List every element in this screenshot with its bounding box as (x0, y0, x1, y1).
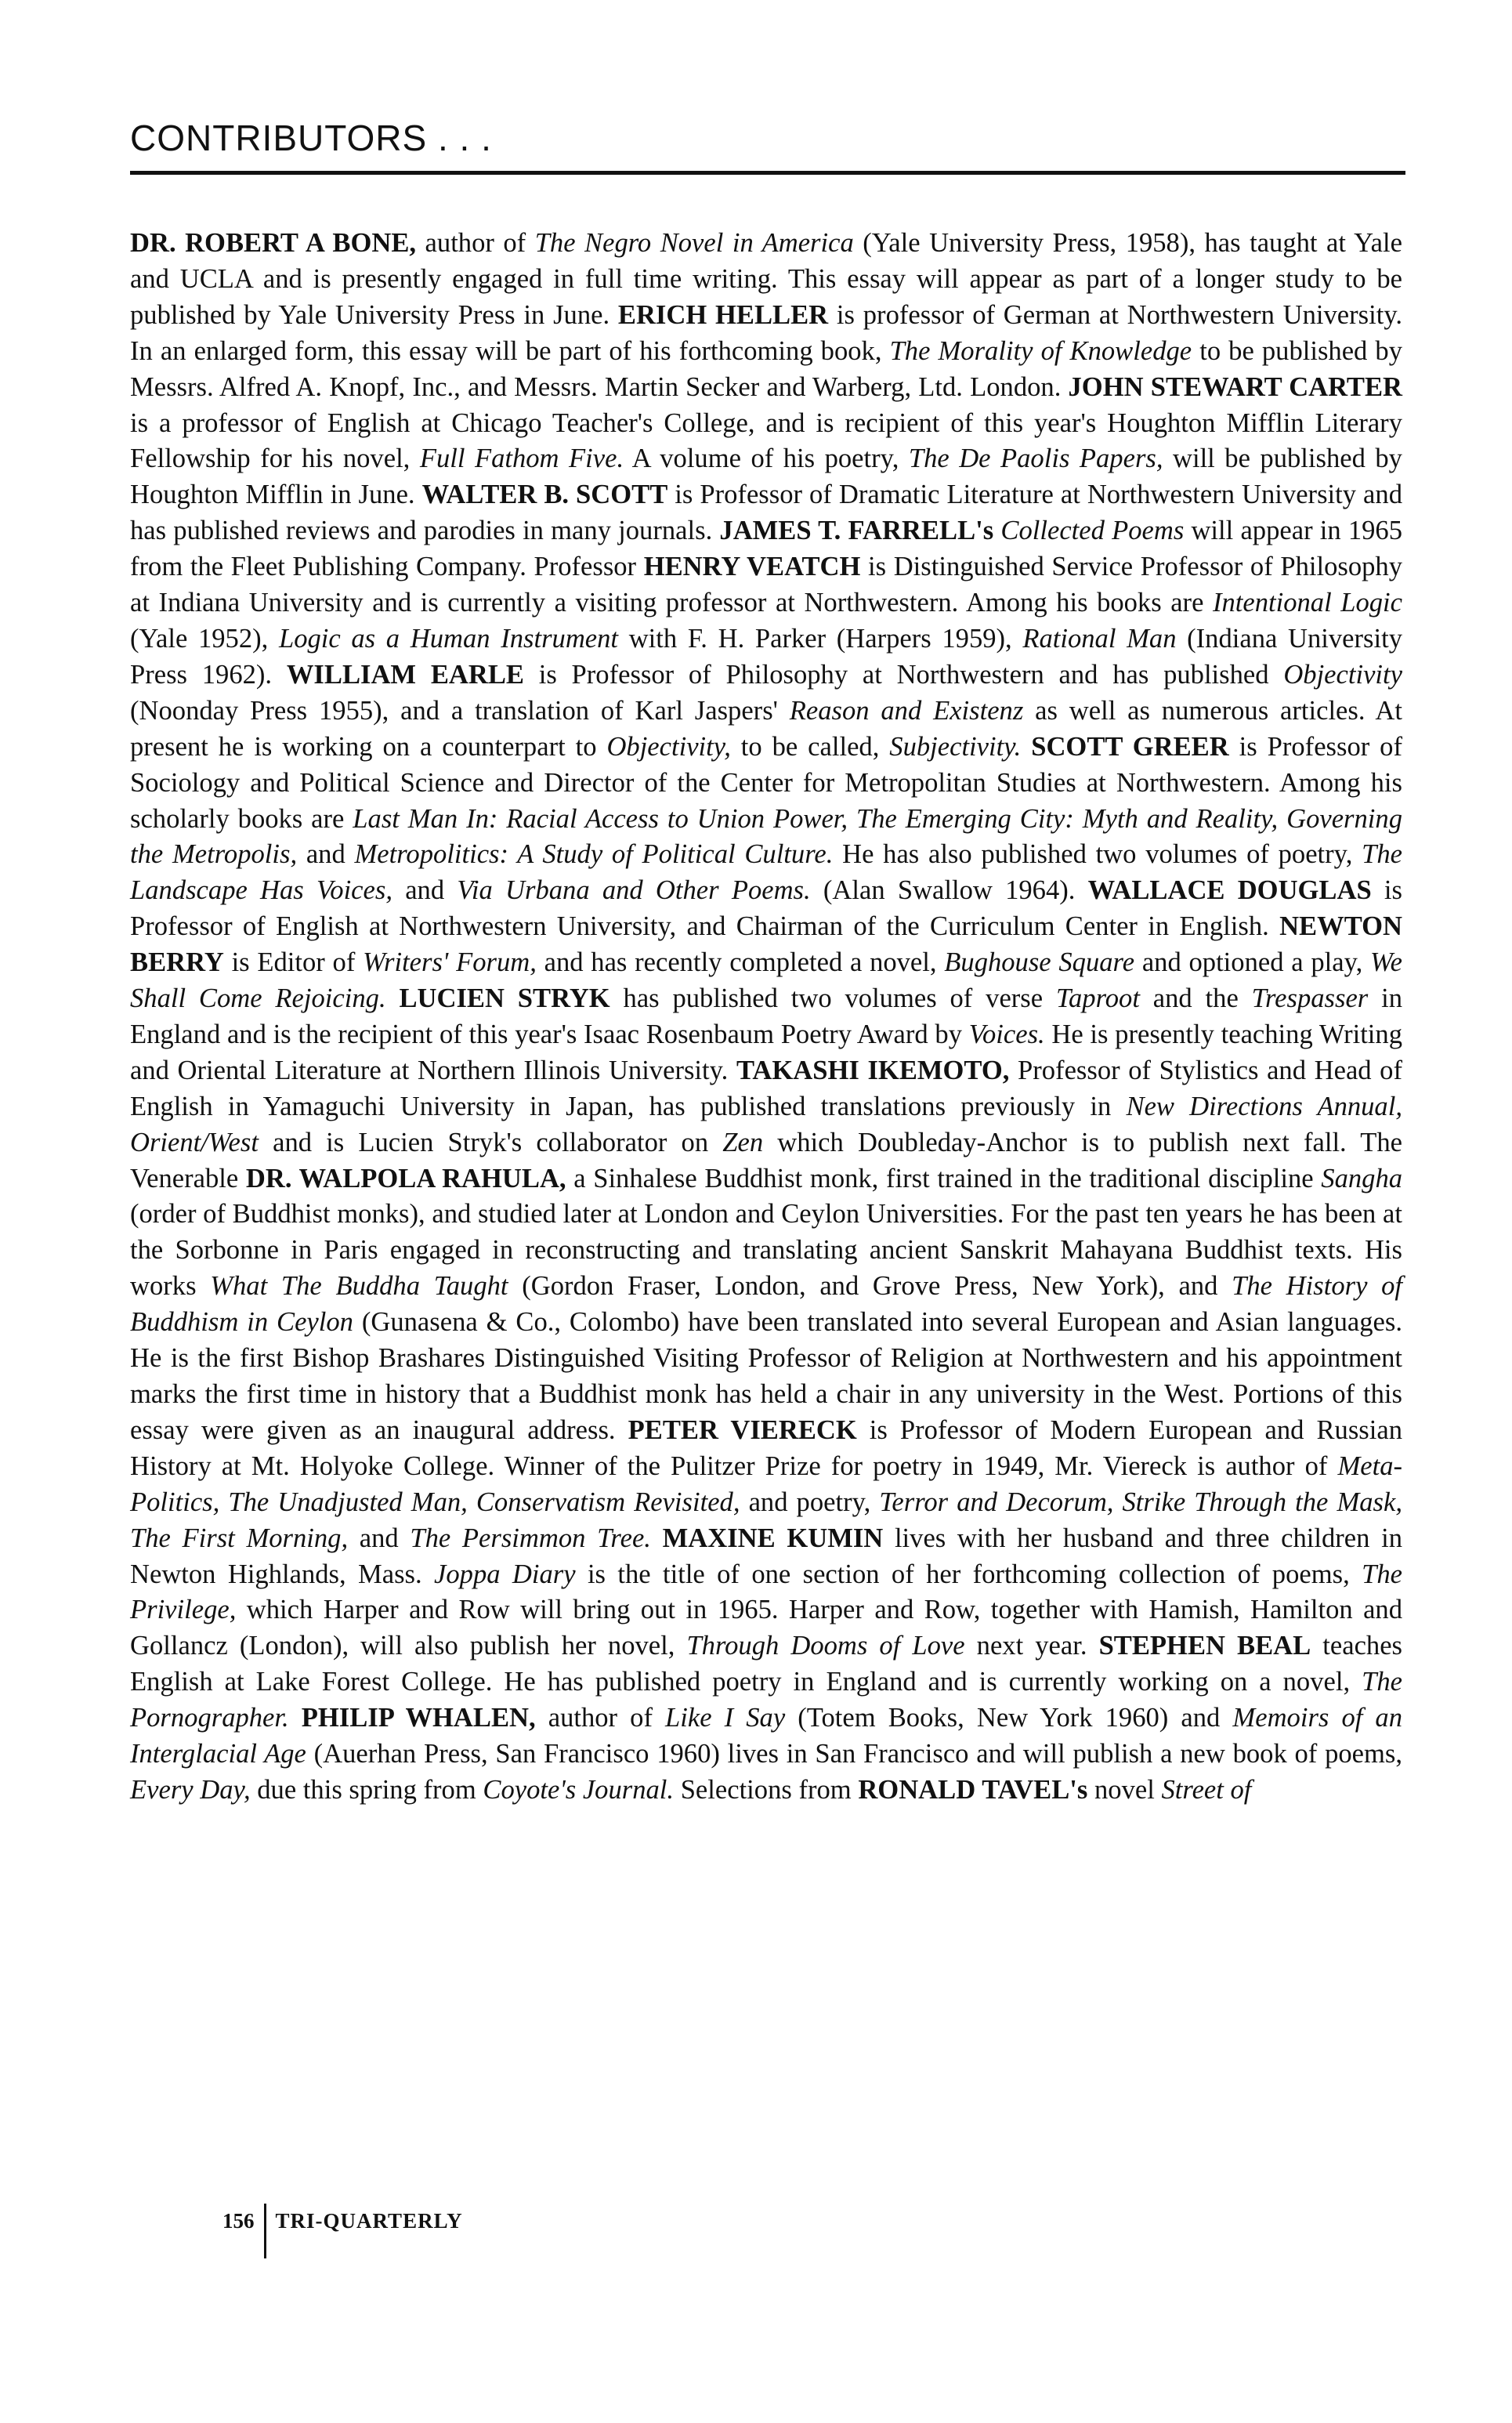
body-text-run: is Professor of Modern European and Russian History at Mt. Holyoke College. Winner of the Pulitzer Prize for poetry in 1949, Mr. Viereck is author of (130, 1414, 1402, 1481)
body-text-run: which Doubleday-Anchor is to publish next fall. The Venerable (130, 1127, 1402, 1193)
body-text-run: author of (535, 1703, 666, 1733)
contributor-name: DR. WALPOLA RAHULA, (245, 1163, 566, 1193)
body-text-run: Professor of Stylistics and Head of English in Yamaguchi University in Japan, has published translations previously in (130, 1055, 1402, 1121)
work-title: The Persimmon Tree. (410, 1523, 651, 1553)
body-text-run: He has also published two volumes of poetry, (833, 839, 1362, 870)
work-title: Via Urbana and Other Poems. (457, 875, 811, 906)
work-title: Joppa Diary (434, 1559, 576, 1589)
work-title: Every Day, (130, 1774, 251, 1805)
work-title: Memoirs of an Interglacial Age (130, 1703, 1403, 1769)
contributor-name: HENRY VEATCH (643, 552, 861, 582)
work-title: Trespasser (1251, 983, 1369, 1014)
body-text-run: in England and is the recipient of this year's Isaac Rosenbaum Poetry Award by (130, 983, 1402, 1049)
work-title: Bughouse Square (944, 947, 1135, 978)
contributor-name: DR. ROBERT A BONE, (130, 228, 417, 258)
body-text-run: and (348, 1523, 411, 1553)
body-text-run: and optioned a play, (1134, 947, 1371, 978)
work-title: Subjectivity. (889, 731, 1022, 762)
contributor-name: RONALD TAVEL's (858, 1774, 1088, 1805)
work-title: Writers' Forum, (363, 947, 537, 978)
work-title: Full Fathom Five. (419, 444, 624, 474)
journal-name: TRI-QUARTERLY (275, 2209, 463, 2233)
body-text-run: is Professor of Philosophy at Northwestern and has published (523, 659, 1284, 690)
work-title: Voices. (968, 1019, 1045, 1049)
body-text-run: next year. (964, 1631, 1099, 1661)
work-title: Rational Man (1022, 623, 1177, 654)
body-text-run: a Sinhalese Buddhist monk, first trained in the traditional discipline (566, 1163, 1322, 1193)
contributor-name: JOHN STEWART CARTER (1068, 371, 1402, 402)
work-title: Terror and Decorum, Strike Through the Mask, The First Morning, (130, 1487, 1402, 1553)
body-text-run: (Indiana University Press 1962). (130, 623, 1402, 690)
page-footer (222, 2204, 463, 2258)
page-number: 156 (222, 2204, 266, 2258)
work-title: The History of Buddhism in Ceylon (130, 1271, 1402, 1338)
body-text-run: author of (416, 228, 535, 258)
body-text-run: and is Lucien Stryk's collaborator on (258, 1127, 723, 1157)
contributor-name: MAXINE KUMIN (662, 1523, 884, 1553)
work-title: The Pornographer. (130, 1667, 1402, 1733)
body-text-run: has published two volumes of verse (610, 983, 1056, 1014)
body-text-run: He is presently teaching Writing and Oriental Literature at Northern Illinois University. (130, 1019, 1402, 1085)
body-text-run: to be called, (730, 731, 890, 762)
body-text-run (289, 1703, 302, 1733)
body-text-run: is Professor of Sociology and Political Science and Director of the Center for Metropolitan Studies at Northwestern. Among his scholarly books are (130, 731, 1402, 834)
work-title: New Directions Annual, Orient/West (130, 1091, 1402, 1157)
body-text-run (1021, 732, 1031, 762)
work-title: Sangha (1321, 1163, 1403, 1193)
body-text-run: which Harper and Row will bring out in 1965. Harper and Row, together with Hamish, Hamilton and Gollancz (London), will also publish her novel, (130, 1595, 1402, 1661)
body-text-run (651, 1523, 663, 1553)
work-title: Logic as a Human Instrument (278, 623, 619, 654)
body-text-run: is a professor of English at Chicago Teacher's College, and is recipient of this year's Houghton Mifflin Literary Fellowship for his novel, (130, 407, 1402, 474)
body-text-run: (order of Buddhist monks), and studied later at London and Ceylon Universities. For the past ten years he has been at the Sorbonne in Paris engaged in reconstructing and translating ancient Sanskrit Mahayana Buddhist texts. His works (130, 1199, 1402, 1302)
work-title: Objectivity (1283, 659, 1402, 690)
body-text-run: and the (1139, 983, 1252, 1014)
work-title: Like I Say (665, 1703, 786, 1733)
contributor-name: WALLACE DOUGLAS (1087, 875, 1372, 906)
work-title: Meta-Politics, The Unadjusted Man, Conservatism Revisited, (130, 1451, 1402, 1517)
header-rule (130, 171, 1405, 175)
contributor-name: TAKASHI IKEMOTO, (736, 1055, 1010, 1085)
work-title: The Negro Novel in America (534, 228, 854, 258)
work-title: Intentional Logic (1212, 588, 1402, 618)
work-title: Coyote's Journal. (483, 1774, 675, 1805)
work-title: Metropolitics: A Study of Political Culture. (354, 839, 834, 870)
work-title: Objectivity, (606, 731, 731, 762)
body-text-run: is professor of German at Northwestern University. In an enlarged form, this essay will be part of his forthcoming book, (130, 299, 1403, 366)
body-text-run: and poetry, (740, 1487, 880, 1517)
body-text-run: (Yale University Press, 1958), has taught at Yale and UCLA and is presently engaged in full time writing. This essay will appear as part of a longer study to be published by Yale University Press in June. (130, 228, 1402, 330)
body-text-run: as well as numerous articles. At present he is working on a counterpart to (130, 695, 1403, 762)
body-text-run: (Noonday Press 1955), and a translation of Karl Jaspers' (130, 695, 790, 726)
body-text-run: (Gordon Fraser, London, and Grove Press, New York), and (508, 1271, 1232, 1302)
body-text-run: due this spring from (250, 1774, 483, 1805)
body-text-run: novel (1087, 1774, 1162, 1805)
body-text-run: and has recently completed a novel, (536, 947, 945, 978)
contributor-name: SCOTT GREER (1031, 731, 1229, 762)
page-title: CONTRIBUTORS . . . (130, 118, 492, 158)
body-text-run: (Totem Books, New York 1960) and (785, 1703, 1233, 1733)
contributor-name: ERICH HELLER (617, 299, 829, 330)
body-text-run: (Yale 1952), (130, 623, 279, 654)
contributor-name: PETER VIERECK (628, 1414, 857, 1445)
contributors-body (130, 226, 1402, 1809)
contributor-name: LUCIEN STRYK (399, 983, 610, 1014)
body-text-run: A volume of his poetry, (624, 444, 909, 474)
body-text-run: is Professor of English at Northwestern University, and Chairman of the Curriculum Center in English. (130, 875, 1402, 942)
body-text-run: will appear in 1965 from the Fleet Publishing Company. Professor (130, 516, 1402, 582)
body-text-run: is Distinguished Service Professor of Philosophy at Indiana University and is currently a visiting professor at Northwestern. Among his books are (130, 552, 1402, 618)
body-text-run: Selections from (674, 1774, 859, 1805)
work-title: Street of (1161, 1774, 1252, 1805)
contributor-name: WALTER B. SCOTT (421, 480, 668, 510)
contributor-name: NEWTON BERRY (130, 911, 1402, 978)
body-text-run: teaches English at Lake Forest College. He has published poetry in England and is currently working on a novel, (130, 1631, 1403, 1697)
work-title: The Privilege, (130, 1559, 1402, 1625)
work-title: Reason and Existenz (789, 695, 1024, 726)
contributor-name: WILLIAM EARLE (286, 659, 524, 690)
body-text-run: is the title of one section of her forthcoming collection of poems, (575, 1559, 1362, 1589)
work-title: The Landscape Has Voices, (130, 839, 1402, 906)
body-text-run: to be published by Messrs. Alfred A. Knopf, Inc., and Messrs. Martin Secker and Warberg, Ltd. London. (130, 335, 1402, 402)
contributor-name: PHILIP WHALEN, (301, 1703, 536, 1733)
contributor-name: STEPHEN BEAL (1098, 1631, 1311, 1661)
work-title: The De Paolis Papers, (908, 444, 1163, 474)
contributor-name: JAMES T. FARRELL's (719, 516, 994, 546)
body-text-run: lives with her husband and three children in Newton Highlands, Mass. (130, 1523, 1402, 1589)
body-text-run: (Alan Swallow 1964). (810, 875, 1088, 906)
work-title: Last Man In: Racial Access to Union Power, The Emerging City: Myth and Reality, Governing the Metropolis, (130, 803, 1402, 870)
body-text-run (386, 983, 400, 1013)
work-title: Zen (722, 1127, 764, 1157)
body-text-run: (Auerhan Press, San Francisco 1960) lives in San Francisco and will publish a new book of poems, (306, 1739, 1402, 1769)
page-header (130, 116, 1405, 175)
work-title: Collected Poems (1000, 516, 1185, 546)
work-title: Taproot (1055, 983, 1140, 1014)
work-title: Through Dooms of Love (686, 1631, 965, 1661)
body-text-run: and (297, 839, 355, 870)
work-title: We Shall Come Rejoicing. (130, 947, 1402, 1014)
body-text-run: (Gunasena & Co., Colombo) have been translated into several European and Asian languages. He is the first Bishop Brashares Distinguished Visiting Professor of Religion at Northwestern and his appointment marks the first time in history that a Buddhist monk has held a chair in any university in the West. Portions of this essay were given as an inaugural address. (130, 1307, 1402, 1445)
body-text-run: is Editor of (223, 947, 364, 978)
body-text-run: with F. H. Parker (Harpers 1959), (618, 623, 1023, 654)
work-title: What The Buddha Taught (210, 1271, 508, 1302)
body-text-run: and (392, 875, 458, 906)
body-text-run: is Professor of Dramatic Literature at Northwestern University and has published reviews and parodies in many journals. (130, 480, 1402, 546)
work-title: The Morality of Knowledge (889, 335, 1192, 366)
body-text-run: will be published by Houghton Mifflin in June. (130, 444, 1402, 510)
